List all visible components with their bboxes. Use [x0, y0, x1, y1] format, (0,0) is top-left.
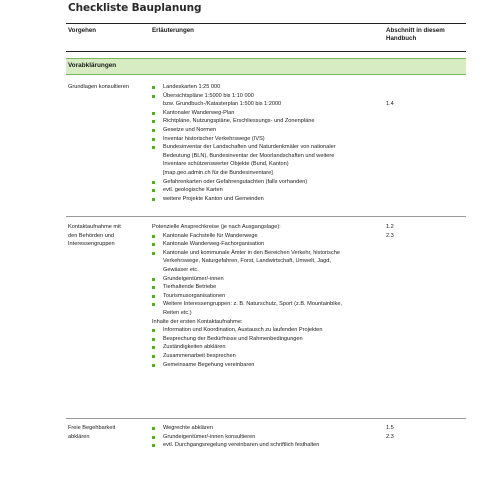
header-bottom-rule	[66, 51, 466, 52]
bullet-icon	[152, 436, 155, 439]
list-item-continuation: Verkehrswege, Naturgefahren, Forst, Landwirtschaft, Umwelt, Jagd,	[163, 258, 331, 265]
bullet-icon	[152, 303, 155, 306]
ref-line: 2.3	[386, 232, 394, 239]
ref-line: 1.2	[386, 224, 394, 230]
list-item: Bundesinventar der Landschaften und Naturdenkmäler von nationaler	[152, 143, 377, 152]
bullet-icon	[152, 444, 155, 447]
column-header-erlaeuterungen: Erläuterungen	[152, 27, 194, 34]
bullet-icon	[152, 189, 155, 192]
list-item: Kantonale Wanderweg-Fachorganisation	[152, 240, 377, 249]
ref-line: 2.3	[386, 433, 394, 440]
list-item: evtl. Durchgangsregelung vereinbaren und schriftlich festhalten	[152, 441, 377, 450]
list-item: Gefahrenkarten oder Gefahrengutachten (falls vorhanden)	[152, 178, 377, 187]
row-3-reference	[386, 424, 426, 441]
list-item: Übersichtspläne 1:5000 bis 1:10 000	[152, 92, 377, 101]
row-1-reference	[386, 83, 426, 109]
list-item: Landeskarten 1:25 000	[152, 83, 377, 92]
row-2-reference	[386, 223, 426, 240]
bullet-icon	[152, 198, 155, 201]
step-line: Interessengruppen	[68, 241, 115, 248]
bullet-icon	[152, 278, 155, 281]
list-item: Wegrechte abklären	[152, 424, 377, 433]
row-3-step	[68, 424, 148, 441]
table-top-rule	[66, 23, 466, 24]
list-item: Tierhaltende Betriebe	[152, 283, 377, 292]
bullet-icon	[152, 295, 155, 298]
section-title: Vorabklärungen	[68, 62, 117, 69]
row-2-details	[152, 223, 377, 369]
row-3-details	[152, 424, 377, 450]
column-header-abschnitt-line1: Abschnitt in diesem	[386, 27, 445, 34]
row-1-details	[152, 83, 377, 203]
step-line: Freie Begehbarkeit	[68, 425, 116, 431]
ref-line	[386, 92, 426, 101]
bullet-icon	[152, 181, 155, 184]
page-title: Checkliste Bauplanung	[68, 2, 202, 14]
bullet-icon	[152, 252, 155, 255]
bullet-icon	[152, 86, 155, 89]
list-item: Richtpläne, Nutzungspläne, Erschliessungs- und Zonenpläne	[152, 117, 377, 126]
step-line: abklären	[68, 433, 90, 440]
list-item-continuation: Gewässer etc.	[163, 266, 199, 273]
bullet-icon	[152, 329, 155, 332]
list-item: Kantonale Fachstelle für Wanderwege	[152, 232, 377, 241]
list-item: Besprechung der Bedürfnisse und Rahmenbedingungen	[152, 335, 377, 344]
bullet-icon	[152, 129, 155, 132]
column-header-vorgehen: Vorgehen	[68, 27, 97, 34]
ref-line	[386, 83, 426, 92]
section-bar	[66, 58, 466, 75]
step-line: den Behörden und	[68, 232, 115, 239]
step-line: Kontaktaufnahme mit	[68, 224, 121, 230]
ref-line: 1.4	[386, 101, 394, 108]
bullet-icon	[152, 427, 155, 430]
list-item: Kantonale und kommunale Ämter in den Bereichen Verkehr, historische	[152, 249, 377, 258]
list-item-continuation: Inventare schützenswerter Objekte (Bund, Kanton)	[163, 161, 289, 168]
list-item: Grundeigentümer/-innen	[152, 275, 377, 284]
bullet-icon	[152, 235, 155, 238]
bullet-icon	[152, 112, 155, 115]
list-item: Gemeinsame Begehung vereinbaren	[152, 361, 377, 370]
list-item: Kantonaler Wanderweg-Plan	[152, 109, 377, 118]
bullet-icon	[152, 138, 155, 141]
list-item: evtl. geologische Karten	[152, 186, 377, 195]
row-1-step	[68, 83, 148, 92]
list-item: Zuständigkeiten abklären	[152, 343, 377, 352]
paragraph: Inhalte der ersten Kontaktaufnahme:	[152, 318, 243, 325]
bullet-icon	[152, 146, 155, 149]
bullet-icon	[152, 355, 155, 358]
column-header-abschnitt-line2: Handbuch	[386, 35, 417, 43]
row-separator	[66, 418, 466, 419]
ref-line: 1.5	[386, 425, 394, 431]
list-item: Information und Koordination, Austausch zu laufenden Projekten	[152, 326, 377, 335]
list-item: Zusammenarbeit besprechen	[152, 352, 377, 361]
row-2-step	[68, 223, 148, 249]
bullet-icon	[152, 286, 155, 289]
bullet-icon	[152, 346, 155, 349]
bullet-icon	[152, 243, 155, 246]
bullet-icon	[152, 338, 155, 341]
list-item: Inventar historischer Verkehrswege (IVS)	[152, 135, 377, 144]
list-item-continuation: Bedeutung (BLN), Bundesinventar der Moorlandschaften und weitere	[163, 152, 335, 159]
column-header-abschnitt	[386, 27, 466, 43]
list-item: weitere Projekte Kanton und Gemeinden	[152, 195, 377, 204]
list-item: Weitere Interessengruppen: z. B. Naturschutz, Sport (z.B. Mountainbike,	[152, 300, 377, 309]
list-item-continuation: [map.geo.admin.ch für die Bundesinventare]	[163, 169, 273, 176]
bullet-icon	[152, 95, 155, 98]
bullet-icon	[152, 364, 155, 367]
step-line: Grundlagen konsultieren	[68, 84, 129, 90]
paragraph: Potenzielle Ansprechkreise (je nach Ausgangslage):	[152, 224, 281, 230]
list-item: Gesetze und Normen	[152, 126, 377, 135]
list-item: Tourismusorganisationen	[152, 292, 377, 301]
list-item-continuation: bzw. Grundbuch-/Katasterplan 1:500 bis 1:2000	[163, 101, 282, 108]
list-item: Grundeigentümer/-innen konsultieren	[152, 433, 377, 442]
bullet-icon	[152, 120, 155, 123]
list-item-continuation: Reiten etc.)	[163, 309, 192, 316]
row-separator	[66, 216, 466, 217]
